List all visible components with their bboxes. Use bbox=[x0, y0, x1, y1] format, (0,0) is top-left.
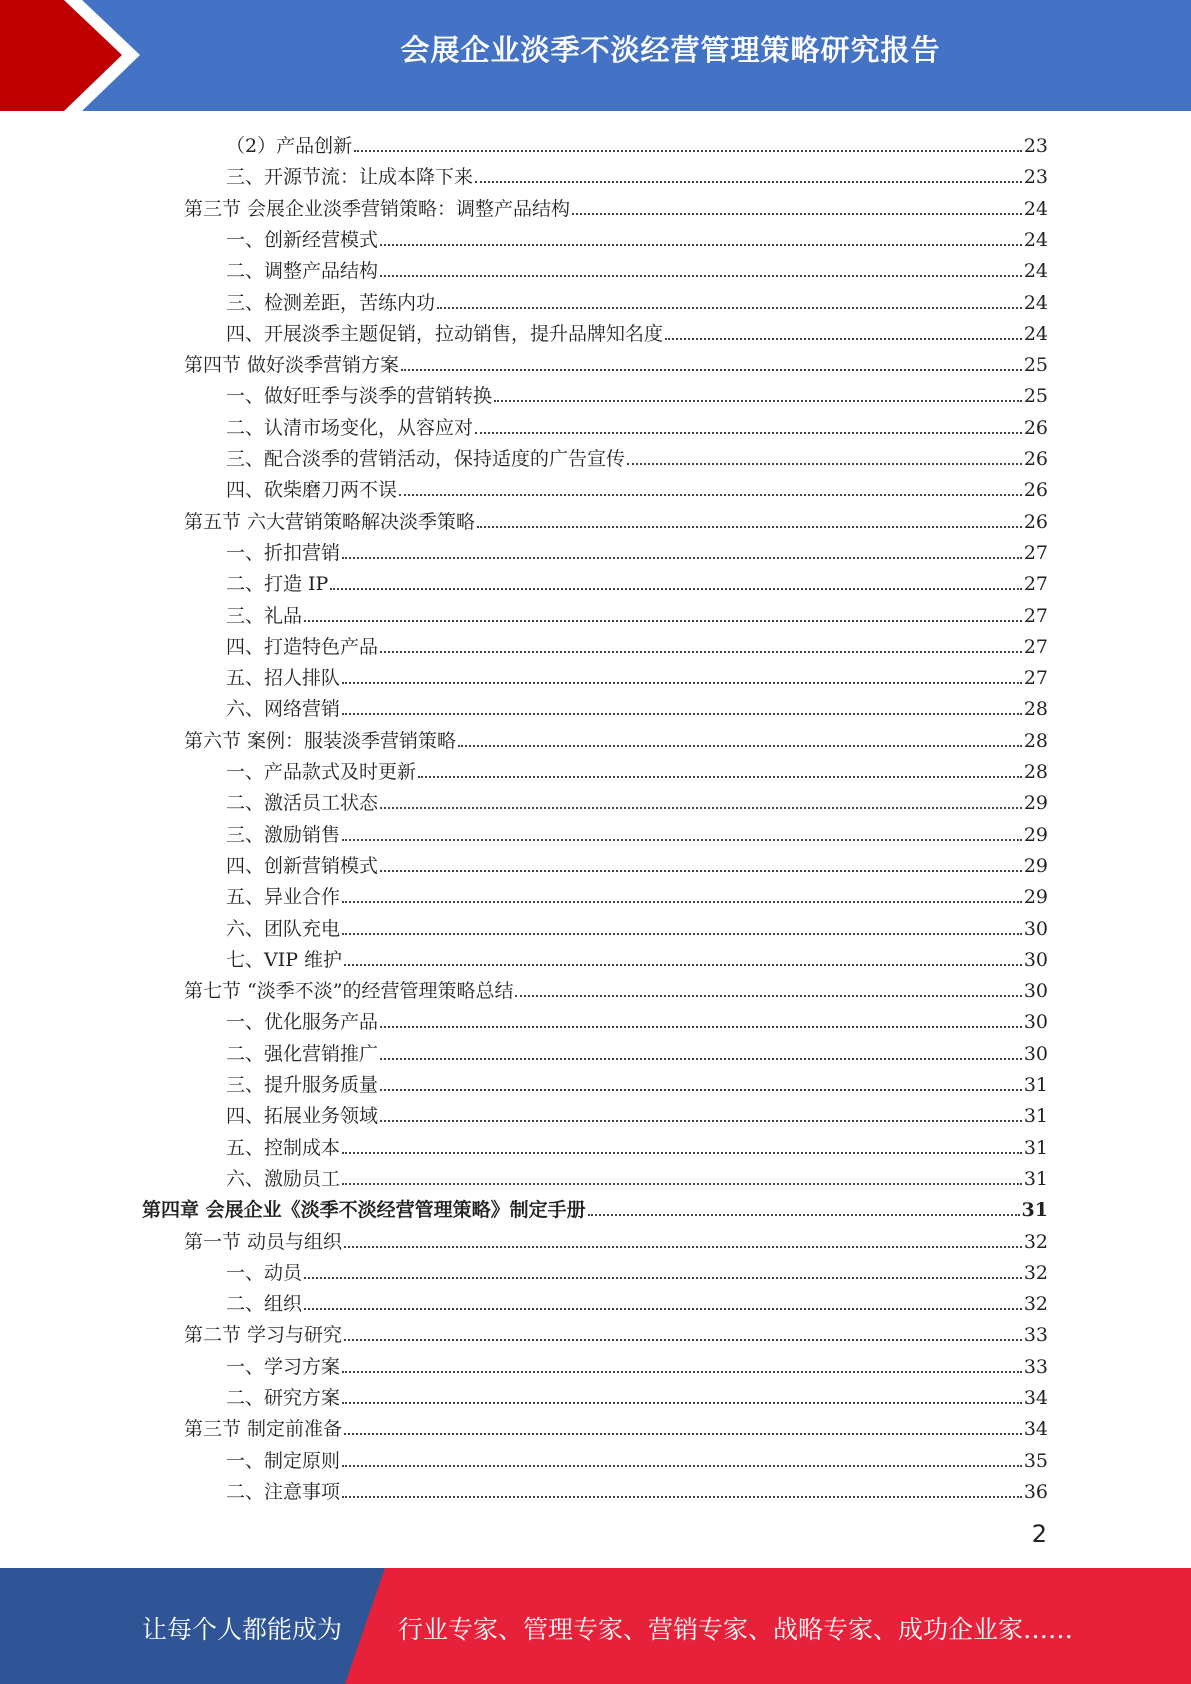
toc-entry-label: 五、异业合作 bbox=[226, 886, 341, 909]
toc-entry[interactable] bbox=[184, 345, 1048, 376]
toc-entry-page: 25 bbox=[1023, 385, 1048, 408]
toc-entry[interactable] bbox=[226, 408, 1048, 439]
toc-entry-label: 第四章 会展企业《淡季不淡经营管理策略》制定手册 bbox=[142, 1199, 586, 1222]
toc-entry[interactable] bbox=[142, 1190, 1048, 1221]
toc-leader-dots bbox=[380, 1119, 1022, 1122]
toc-leader-dots bbox=[515, 994, 1021, 997]
toc-leader-dots bbox=[344, 1245, 1022, 1248]
toc-entry[interactable] bbox=[226, 533, 1048, 564]
toc-entry[interactable] bbox=[226, 157, 1048, 188]
toc-leader-dots bbox=[418, 775, 1022, 778]
toc-entry-page: 27 bbox=[1023, 635, 1048, 658]
toc-entry-label: 二、调整产品结构 bbox=[226, 260, 379, 283]
toc-entry[interactable] bbox=[226, 1347, 1048, 1378]
toc-entry-page: 31 bbox=[1023, 1105, 1048, 1128]
toc-entry-page: 29 bbox=[1023, 854, 1048, 877]
toc-entry[interactable] bbox=[226, 220, 1048, 251]
toc-entry[interactable] bbox=[184, 971, 1048, 1002]
toc-entry-label: 二、激活员工状态 bbox=[226, 792, 379, 815]
toc-entry-label: 七、VIP 维护 bbox=[226, 948, 343, 971]
toc-entry-page: 29 bbox=[1023, 886, 1048, 909]
toc-leader-dots bbox=[380, 1025, 1022, 1028]
toc-entry[interactable] bbox=[226, 1096, 1048, 1127]
toc-entry[interactable] bbox=[226, 376, 1048, 407]
toc-entry-label: 四、拓展业务领域 bbox=[226, 1105, 379, 1128]
toc-entry[interactable] bbox=[226, 1002, 1048, 1033]
toc-entry-label: 四、开展淡季主题促销，拉动销售，提升品牌知名度 bbox=[226, 322, 664, 345]
toc-leader-dots bbox=[380, 1057, 1022, 1060]
toc-entry-label: 第二节 学习与研究 bbox=[184, 1324, 343, 1347]
toc-entry[interactable] bbox=[184, 1315, 1048, 1346]
toc-leader-dots bbox=[342, 1182, 1022, 1185]
toc-entry[interactable] bbox=[226, 1065, 1048, 1096]
toc-leader-dots bbox=[494, 399, 1022, 402]
toc-leader-dots bbox=[380, 243, 1022, 246]
toc-entry-label: 二、打造 IP bbox=[226, 573, 329, 596]
toc-entry-label: 一、折扣营销 bbox=[226, 541, 341, 564]
toc-entry-label: 第七节 “淡季不淡”的经营管理策略总结 bbox=[184, 980, 514, 1003]
footer-slogan-right: 行业专家、管理专家、营销专家、战略专家、成功企业家…… bbox=[398, 1615, 1074, 1644]
toc-leader-dots bbox=[304, 1276, 1022, 1279]
toc-leader-dots bbox=[342, 838, 1022, 841]
toc-entry[interactable] bbox=[226, 1441, 1048, 1472]
toc-leader-dots bbox=[342, 556, 1022, 559]
toc-entry-page: 30 bbox=[1023, 948, 1048, 971]
toc-entry[interactable] bbox=[226, 1128, 1048, 1159]
toc-leader-dots bbox=[475, 180, 1022, 183]
toc-entry-label: 六、网络营销 bbox=[226, 698, 341, 721]
toc-entry-label: 三、检测差距，苦练内功 bbox=[226, 291, 436, 314]
toc-entry[interactable] bbox=[184, 1222, 1048, 1253]
toc-entry-page: 28 bbox=[1023, 698, 1048, 721]
toc-leader-dots bbox=[344, 1338, 1022, 1341]
toc-entry-page: 28 bbox=[1023, 729, 1048, 752]
toc-entry-label: 三、配合淡季的营销活动，保持适度的广告宣传 bbox=[226, 448, 626, 470]
toc-entry-page: 29 bbox=[1023, 823, 1048, 846]
toc-leader-dots bbox=[588, 1213, 1020, 1216]
toc-entry-label: 第一节 动员与组织 bbox=[184, 1230, 343, 1253]
toc-entry-page: 31 bbox=[1023, 1136, 1048, 1159]
toc-leader-dots bbox=[380, 274, 1022, 277]
toc-entry-page: 26 bbox=[1023, 510, 1048, 533]
toc-entry-label: 一、产品款式及时更新 bbox=[226, 761, 417, 783]
toc-leader-dots bbox=[572, 212, 1022, 215]
toc-entry-label: 二、组织 bbox=[226, 1293, 303, 1316]
toc-entry-label: 五、控制成本 bbox=[226, 1136, 341, 1159]
toc-leader-dots bbox=[475, 431, 1022, 434]
toc-leader-dots bbox=[380, 806, 1022, 809]
header-arrow-icon bbox=[0, 0, 160, 111]
toc-entry-label: 第四节 做好淡季营销方案 bbox=[184, 354, 400, 377]
toc-entry[interactable] bbox=[226, 752, 1048, 783]
toc-entry-label: 第三节 会展企业淡季营销策略：调整产品结构 bbox=[184, 197, 571, 220]
toc-entry-page: 33 bbox=[1023, 1355, 1048, 1378]
toc-leader-dots bbox=[342, 932, 1022, 935]
toc-entry-label: 一、制定原则 bbox=[226, 1449, 341, 1472]
toc-entry-label: 一、做好旺季与淡季的营销转换 bbox=[226, 385, 493, 408]
toc-entry[interactable] bbox=[226, 439, 1048, 470]
toc-entry-page: 26 bbox=[1023, 448, 1048, 470]
toc-entry[interactable] bbox=[226, 126, 1048, 157]
page-number: 2 bbox=[1031, 1520, 1047, 1548]
toc-leader-dots bbox=[330, 587, 1021, 590]
toc-entry-page: 25 bbox=[1023, 354, 1048, 377]
footer-slogan-left: 让每个人都能成为 bbox=[142, 1615, 343, 1644]
toc-entry-label: 三、开源节流：让成本降下来 bbox=[226, 166, 474, 189]
toc-entry[interactable] bbox=[226, 564, 1048, 595]
toc-entry[interactable] bbox=[226, 1284, 1048, 1315]
toc-entry-label: 一、动员 bbox=[226, 1261, 303, 1284]
toc-leader-dots bbox=[342, 681, 1022, 684]
toc-entry-page: 31 bbox=[1021, 1199, 1048, 1222]
toc-entry-page: 23 bbox=[1023, 166, 1048, 189]
toc-entry-page: 32 bbox=[1023, 1261, 1048, 1284]
toc-entry-page: 32 bbox=[1023, 1230, 1048, 1253]
toc-leader-dots bbox=[380, 650, 1022, 653]
toc-leader-dots bbox=[380, 1088, 1022, 1091]
toc-leader-dots bbox=[399, 493, 1022, 496]
toc-leader-dots bbox=[380, 869, 1022, 872]
toc-entry-page: 24 bbox=[1023, 291, 1048, 314]
toc-entry-page: 26 bbox=[1023, 416, 1048, 439]
toc-entry[interactable] bbox=[226, 783, 1048, 814]
toc-leader-dots bbox=[401, 368, 1022, 371]
toc-entry[interactable] bbox=[226, 1253, 1048, 1284]
toc-entry[interactable] bbox=[226, 470, 1048, 501]
toc-leader-dots bbox=[458, 744, 1022, 747]
toc-entry-label: 二、强化营销推广 bbox=[226, 1042, 379, 1065]
toc-entry[interactable] bbox=[226, 1159, 1048, 1190]
toc-entry-label: 二、研究方案 bbox=[226, 1387, 341, 1409]
toc-entry-label: 第三节 制定前准备 bbox=[184, 1418, 343, 1441]
toc-leader-dots bbox=[342, 900, 1022, 903]
toc-entry[interactable] bbox=[226, 689, 1048, 720]
toc-entry-page: 36 bbox=[1023, 1480, 1048, 1503]
toc-entry-page: 24 bbox=[1023, 197, 1048, 220]
toc-entry[interactable] bbox=[226, 877, 1048, 908]
toc-entry[interactable] bbox=[226, 1472, 1048, 1503]
toc-entry-label: 四、打造特色产品 bbox=[226, 635, 379, 658]
toc-leader-dots bbox=[665, 337, 1022, 340]
toc-entry[interactable] bbox=[184, 502, 1048, 533]
toc-entry-page: 27 bbox=[1023, 541, 1048, 564]
toc-entry-label: 一、优化服务产品 bbox=[226, 1011, 379, 1034]
toc-entry-page: 30 bbox=[1023, 1042, 1048, 1065]
toc-leader-dots bbox=[627, 462, 1022, 465]
toc-entry[interactable] bbox=[184, 189, 1048, 220]
toc-entry[interactable] bbox=[226, 658, 1048, 689]
toc-entry[interactable] bbox=[226, 1034, 1048, 1065]
toc-entry[interactable] bbox=[226, 627, 1048, 658]
toc-entry-label: 六、团队充电 bbox=[226, 917, 341, 940]
toc-entry[interactable] bbox=[184, 721, 1048, 752]
toc-entry-page: 24 bbox=[1023, 260, 1048, 283]
toc-entry-label: 四、砍柴磨刀两不误 bbox=[226, 479, 398, 502]
toc-leader-dots bbox=[342, 1370, 1022, 1373]
toc-leader-dots bbox=[342, 1151, 1022, 1154]
toc-entry-page: 33 bbox=[1023, 1324, 1048, 1347]
toc-entry-page: 29 bbox=[1023, 792, 1048, 815]
toc-leader-dots bbox=[344, 1432, 1022, 1435]
page-footer bbox=[0, 1568, 1191, 1684]
toc-entry-label: 二、注意事项 bbox=[226, 1480, 341, 1503]
toc-entry-page: 30 bbox=[1023, 917, 1048, 940]
toc-entry-page: 34 bbox=[1023, 1387, 1048, 1409]
toc-entry[interactable] bbox=[226, 940, 1048, 971]
toc-entry-page: 30 bbox=[1023, 1011, 1048, 1034]
toc-entry-label: 第六节 案例：服装淡季营销策略 bbox=[184, 729, 457, 752]
toc-entry[interactable] bbox=[184, 1409, 1048, 1440]
toc-entry[interactable] bbox=[226, 251, 1048, 282]
toc-entry-page: 27 bbox=[1023, 667, 1048, 690]
toc-entry-page: 24 bbox=[1023, 228, 1048, 251]
toc-entry-page: 35 bbox=[1023, 1449, 1048, 1472]
toc-leader-dots bbox=[342, 1401, 1022, 1404]
toc-entry-label: 六、激励员工 bbox=[226, 1167, 341, 1190]
toc-entry-label: 第五节 六大营销策略解决淡季策略 bbox=[184, 510, 476, 533]
page-header bbox=[0, 0, 1191, 111]
toc-leader-dots bbox=[342, 1495, 1022, 1498]
toc-entry[interactable] bbox=[226, 846, 1048, 877]
toc-entry-label: 三、礼品 bbox=[226, 604, 303, 627]
toc-entry-page: 30 bbox=[1023, 980, 1048, 1003]
toc-leader-dots bbox=[437, 306, 1022, 309]
toc-leader-dots bbox=[304, 619, 1022, 622]
toc-leader-dots bbox=[342, 712, 1022, 715]
toc-entry-page: 26 bbox=[1023, 479, 1048, 502]
toc-entry-label: 一、创新经营模式 bbox=[226, 228, 379, 251]
toc-entry-page: 28 bbox=[1023, 761, 1048, 783]
toc-entry-page: 24 bbox=[1023, 322, 1048, 345]
toc-entry-label: 五、招人排队 bbox=[226, 667, 341, 690]
toc-entry-label: 三、提升服务质量 bbox=[226, 1074, 379, 1096]
toc-entry-page: 31 bbox=[1023, 1167, 1048, 1190]
toc-leader-dots bbox=[477, 525, 1022, 528]
toc-entry-page: 23 bbox=[1023, 135, 1048, 157]
toc-leader-dots bbox=[354, 149, 1022, 152]
toc-entry[interactable] bbox=[226, 909, 1048, 940]
toc-entry-label: （2）产品创新 bbox=[226, 135, 353, 157]
toc-leader-dots bbox=[304, 1307, 1022, 1310]
document-title: 会展企业淡季不淡经营管理策略研究报告 bbox=[400, 33, 941, 67]
toc-leader-dots bbox=[344, 963, 1022, 966]
toc-entry-page: 27 bbox=[1023, 573, 1048, 596]
toc-entry-page: 32 bbox=[1023, 1293, 1048, 1316]
toc-entry-label: 四、创新营销模式 bbox=[226, 854, 379, 877]
toc-entry[interactable] bbox=[226, 283, 1048, 314]
toc-leader-dots bbox=[342, 1464, 1022, 1467]
toc-entry[interactable] bbox=[226, 314, 1048, 345]
toc-entry-page: 27 bbox=[1023, 604, 1048, 627]
toc-entry-page: 31 bbox=[1023, 1074, 1048, 1096]
toc-entry-label: 三、激励销售 bbox=[226, 823, 341, 846]
toc-entry-page: 34 bbox=[1023, 1418, 1048, 1441]
toc-entry[interactable] bbox=[226, 596, 1048, 627]
toc-entry-label: 一、学习方案 bbox=[226, 1355, 341, 1378]
toc-entry[interactable] bbox=[226, 1378, 1048, 1409]
toc-entry[interactable] bbox=[226, 815, 1048, 846]
toc-entry-label: 二、认清市场变化，从容应对 bbox=[226, 416, 474, 439]
